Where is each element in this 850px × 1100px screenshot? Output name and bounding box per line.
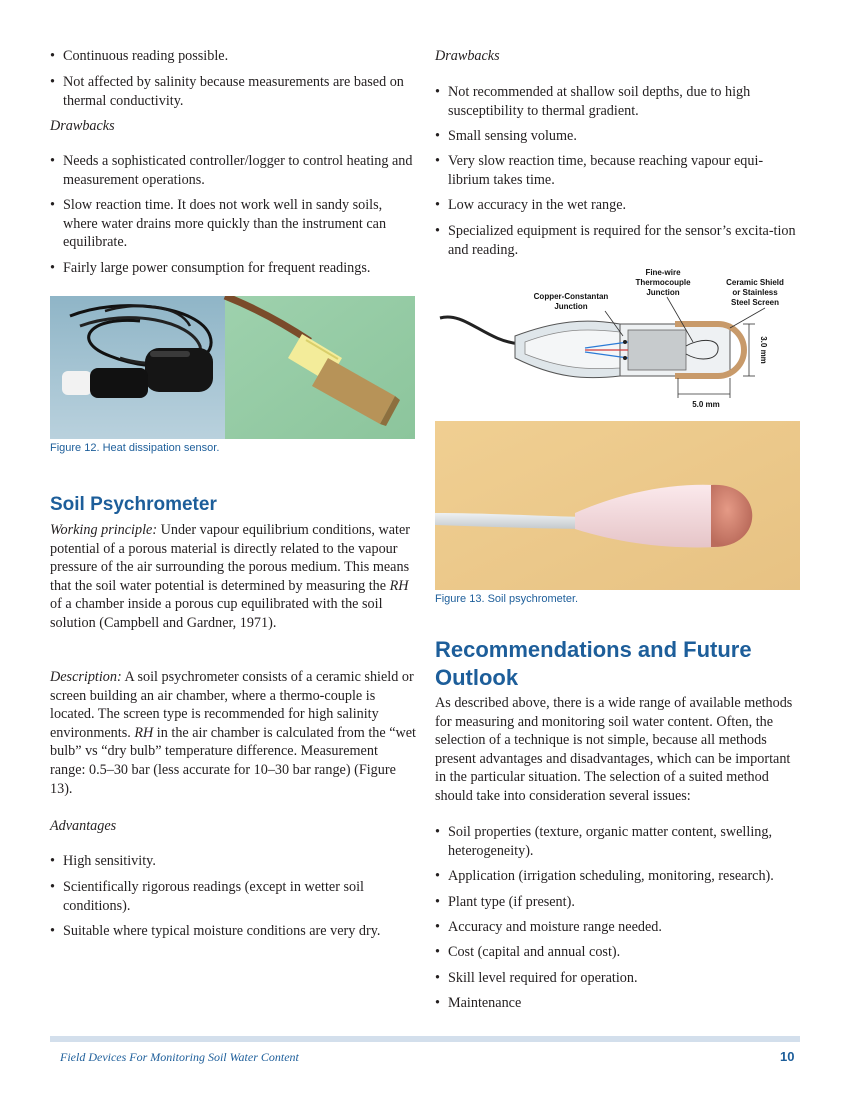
section-heading-recommendations-line1: Recommendations and Future — [435, 637, 752, 662]
list-item: • Not recommended at shallow soil depths, due to high susceptibility to thermal gradient. — [435, 84, 751, 119]
diagram-label-ceramic-3: Steel Screen — [730, 298, 780, 307]
description-paragraph: Description: A soil psychrometer consists of a ceramic shield or screen building an air chamber, where a thermo-couple is located. The screen type is recommended for high salinity environments. RH in the air chamber is calculated from the “wet bulb” vs “dry bulb” temperature difference. Measurement range: 0.5–30 bar (less accurate for 10–30 bar range) (Figure 13). — [50, 669, 416, 797]
diagram-label-ceramic-2: or Stainless — [732, 288, 778, 297]
drawbacks-subheading: Drawbacks — [50, 118, 115, 134]
diagram-label-copper-1: Copper-Constantan — [533, 292, 609, 301]
psychrometer-photo-image — [435, 421, 800, 590]
list-item: • Cost (capital and annual cost). — [435, 944, 621, 960]
list-item: • Low accuracy in the wet range. — [435, 197, 627, 213]
footer-title: Field Devices For Monitoring Soil Water Content — [60, 1050, 299, 1064]
soil-psychrometer-photo — [435, 421, 800, 590]
list-item: • Accuracy and moisture range needed. — [435, 919, 662, 935]
diagram-label-ceramic-1: Ceramic Shield — [726, 278, 784, 287]
list-item: • Maintenance — [435, 995, 522, 1011]
diagram-label-fine-wire-3: Junction — [646, 288, 680, 297]
figure13-caption: Figure 13. Soil psychrometer. — [435, 593, 579, 605]
list-item: • High sensitivity. — [50, 853, 156, 869]
section-heading-soil-psychrometer: Soil Psychrometer — [50, 494, 217, 515]
psychrometer-diagram — [435, 266, 801, 412]
list-item: • Specialized equipment is required for the sensor’s excita-tion and reading. — [435, 223, 796, 258]
list-item: • Soil properties (texture, organic matter content, swelling, heterogeneity). — [435, 824, 772, 859]
drawbacks-subheading: Drawbacks — [435, 48, 500, 64]
advantages-subheading: Advantages — [50, 818, 117, 834]
list-item: • Application (irrigation scheduling, monitoring, research). — [435, 868, 774, 884]
list-item: • Small sensing volume. — [435, 128, 577, 144]
list-item: • Needs a sophisticated controller/logger to control heating and measurement operations. — [50, 153, 413, 188]
list-item: • Very slow reaction time, because reaching vapour equi-librium takes time. — [435, 153, 764, 188]
figure12-caption: Figure 12. Heat dissipation sensor. — [50, 442, 220, 454]
list-item: • Skill level required for operation. — [435, 970, 638, 986]
footer-divider — [50, 1036, 800, 1042]
list-item: • Scientifically rigorous readings (except in wetter soil conditions). — [50, 879, 364, 914]
section-heading-recommendations-line2: Outlook — [435, 665, 519, 690]
list-item: • Plant type (if present). — [435, 894, 575, 910]
diagram-label-fine-wire-2: Thermocouple — [635, 278, 691, 287]
diagram-dimension-width: 5.0 mm — [692, 400, 720, 409]
list-item: • Fairly large power consumption for frequent readings. — [50, 260, 371, 276]
psychrometer-cross-section — [435, 266, 801, 412]
list-item: • Slow reaction time. It does not work well in sandy soils, where water drains more quickly than the instrument can equilibrate. — [50, 197, 387, 251]
list-item: • Suitable where typical moisture conditions are very dry. — [50, 923, 381, 939]
recommendations-intro-paragraph: As described above, there is a wide range of available methods for measuring and monitoring soil water content. Often, the selection of a technique is not simple, because all methods present advantages and disadvantages, which can be important in the particular situation. The selection of a suited method should take into consideration several issues: — [435, 695, 793, 804]
diagram-label-fine-wire-1: Fine-wire — [645, 268, 681, 277]
diagram-label-copper-2: Junction — [554, 302, 588, 311]
working-principle-paragraph: Working principle: Under vapour equilibrium conditions, water potential of a porous material is directly related to the vapour pressure of the air surrounding the porous medium. This means that the soil water potential is determined by measuring the RH of a chamber inside a porous cup equilibrated with the soil solution (Campbell and Gardner, 1971). — [50, 522, 411, 631]
heat-dissipation-sensor-photo — [50, 296, 415, 439]
diagram-dimension-height: 3.0 mm — [759, 336, 768, 364]
list-item: • Continuous reading possible. — [50, 48, 229, 64]
list-item: • Not affected by salinity because measurements are based on thermal conductivity. — [50, 74, 404, 109]
page-number: 10 — [780, 1049, 795, 1064]
sensor-photo-image — [50, 296, 415, 439]
